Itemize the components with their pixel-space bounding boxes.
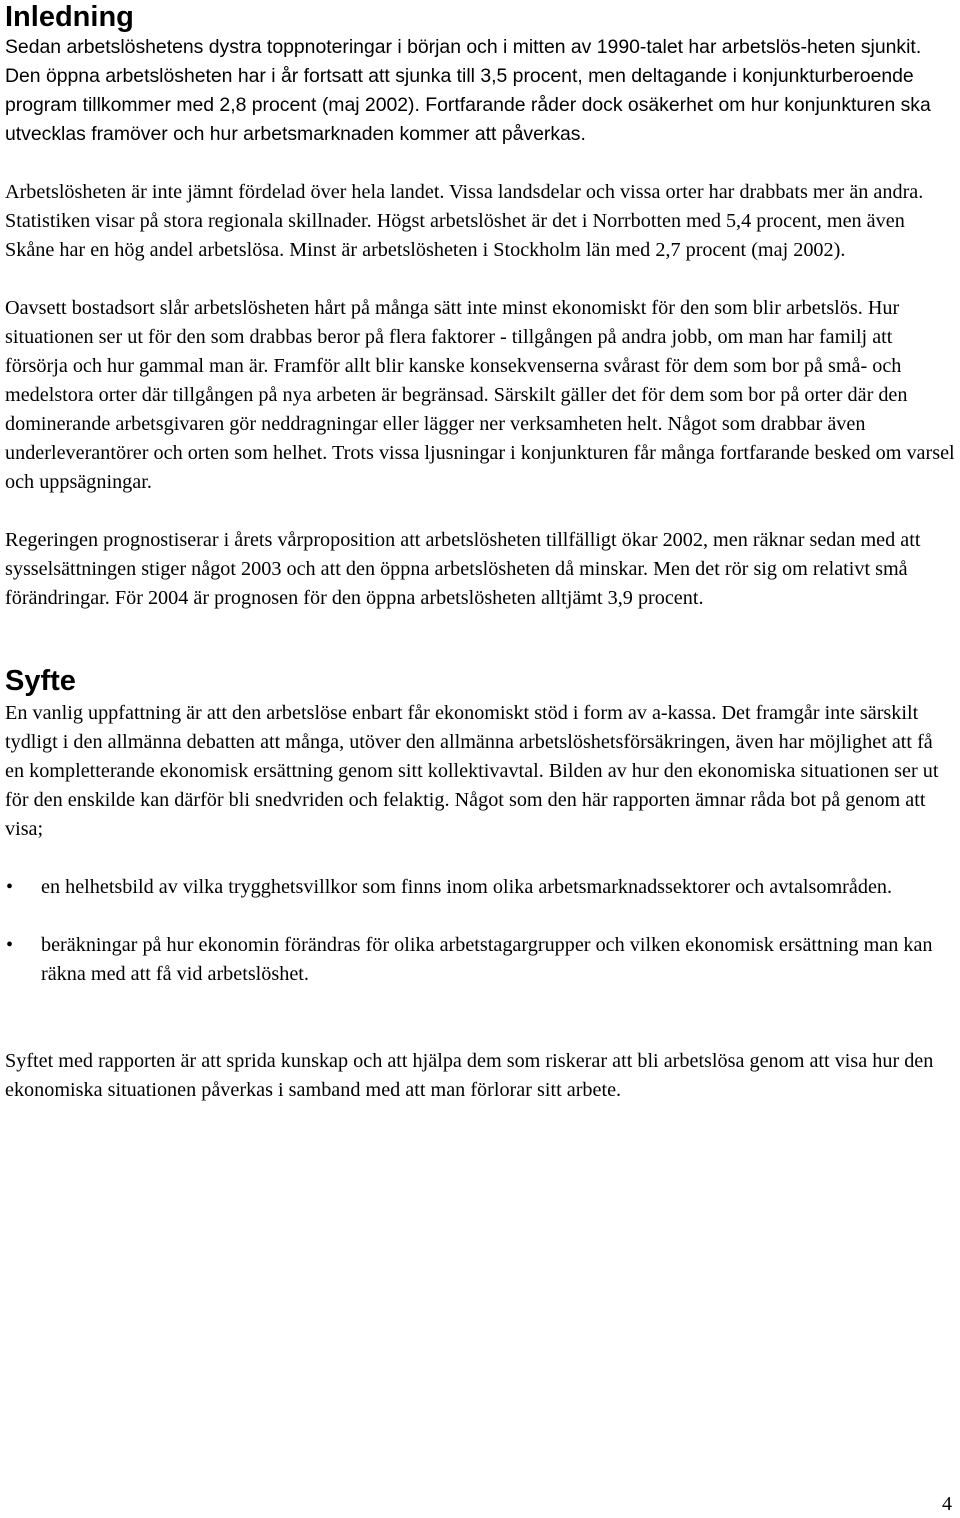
purpose-paragraph-1: En vanlig uppfattning är att den arbetslöse enbart får ekonomiskt stöd i form av a-kassa. Det framgår inte särskilt tydligt i den allmänna debatten att många, utöver den allmänna arbetslöshetsförsäkringen, även har möjlighet att få en kompletterande ekonomisk ersättning genom sitt kollektivavtal. Bilden av hur den ekonomiska situationen ser ut för den enskilde kan därför bli snedvriden och felaktig. Något som den här rapporten ämnar råda bot på genom att visa; — [5, 702, 939, 840]
section-heading-inledning: Inledning — [5, 1, 134, 33]
list-item — [5, 931, 955, 989]
intro-paragraph-3: Oavsett bostadsort slår arbetslösheten hårt på många sätt inte minst ekonomiskt för den som blir arbetslös. Hur situationen ser ut för den som drabbas beror på flera faktorer - tillgången på andra jobb, om man har familj att försörja och hur gammal man är. Framför allt blir kanske konsekvenserna svårast för dem som bor på små- och medelstora orter där tillgången på nya arbeten är begränsad. Särskilt gäller det för dem som bor på orter där den dominerande arbetsgivaren gör neddragningar eller lägger ner verksamheten helt. Något som drabbar även underleverantörer och orten som helhet. Trots vissa ljusningar i konjunkturen får många fortfarande besked om varsel och uppsägningar. — [5, 297, 955, 493]
document-page — [5, 0, 955, 1105]
intro-paragraph-1-text: Sedan arbetslöshetens dystra toppnoteringar i början och i mitten av 1990-talet har arbetslös-heten sjunkit. Den öppna arbetslösheten har i år fortsatt att sjunka till 3,5 procent, men deltagande i konjunkturberoende program tillkommer med 2,8 procent (maj 2002). Fortfarande råder dock osäkerhet om hur konjunkturen ska utvecklas framöver och hur arbetsmarknaden kommer att påverkas. — [5, 36, 931, 145]
list-item-text: beräkningar på hur ekonomin förändras för olika arbetstagargrupper och vilken ekonomisk ersättning man kan räkna med att få vid arbetslöshet. — [41, 934, 933, 985]
purpose-paragraph-2: Syftet med rapporten är att sprida kunskap och att hjälpa dem som riskerar att bli arbetslösa genom att visa hur den ekonomiska situationen påverkas i samband med att man förlorar sitt arbete. — [5, 1050, 934, 1101]
list-item-text: en helhetsbild av vilka trygghetsvillkor som finns inom olika arbetsmarknadssektorer och avtalsområden. — [41, 876, 893, 898]
section-heading-syfte: Syfte — [5, 665, 76, 697]
bullet-icon: • — [6, 876, 14, 898]
intro-paragraph-2: Arbetslösheten är inte jämnt fördelad över hela landet. Vissa landsdelar och vissa orter har drabbats mer än andra. Statistiken visar på stora regionala skillnader. Högst arbetslöshet är det i Norrbotten med 5,4 procent, men även Skåne har en hög andel arbetslösa. Minst är arbetslösheten i Stockholm län med 2,7 procent (maj 2002). — [5, 181, 924, 261]
intro-paragraph-4: Regeringen prognostiserar i årets vårproposition att arbetslösheten tillfälligt ökar 2002, men räknar sedan med att sysselsättningen stiger något 2003 och att den öppna arbetslösheten då minskar. Men det rör sig om relativt små förändringar. För 2004 är prognosen för den öppna arbetslösheten alltjämt 3,9 procent. — [5, 529, 921, 609]
intro-paragraph-1 — [5, 33, 955, 149]
list-item — [5, 873, 955, 902]
purpose-bullet-list — [5, 873, 955, 989]
bullet-icon: • — [6, 934, 14, 956]
page-number: 4 — [942, 1493, 952, 1515]
